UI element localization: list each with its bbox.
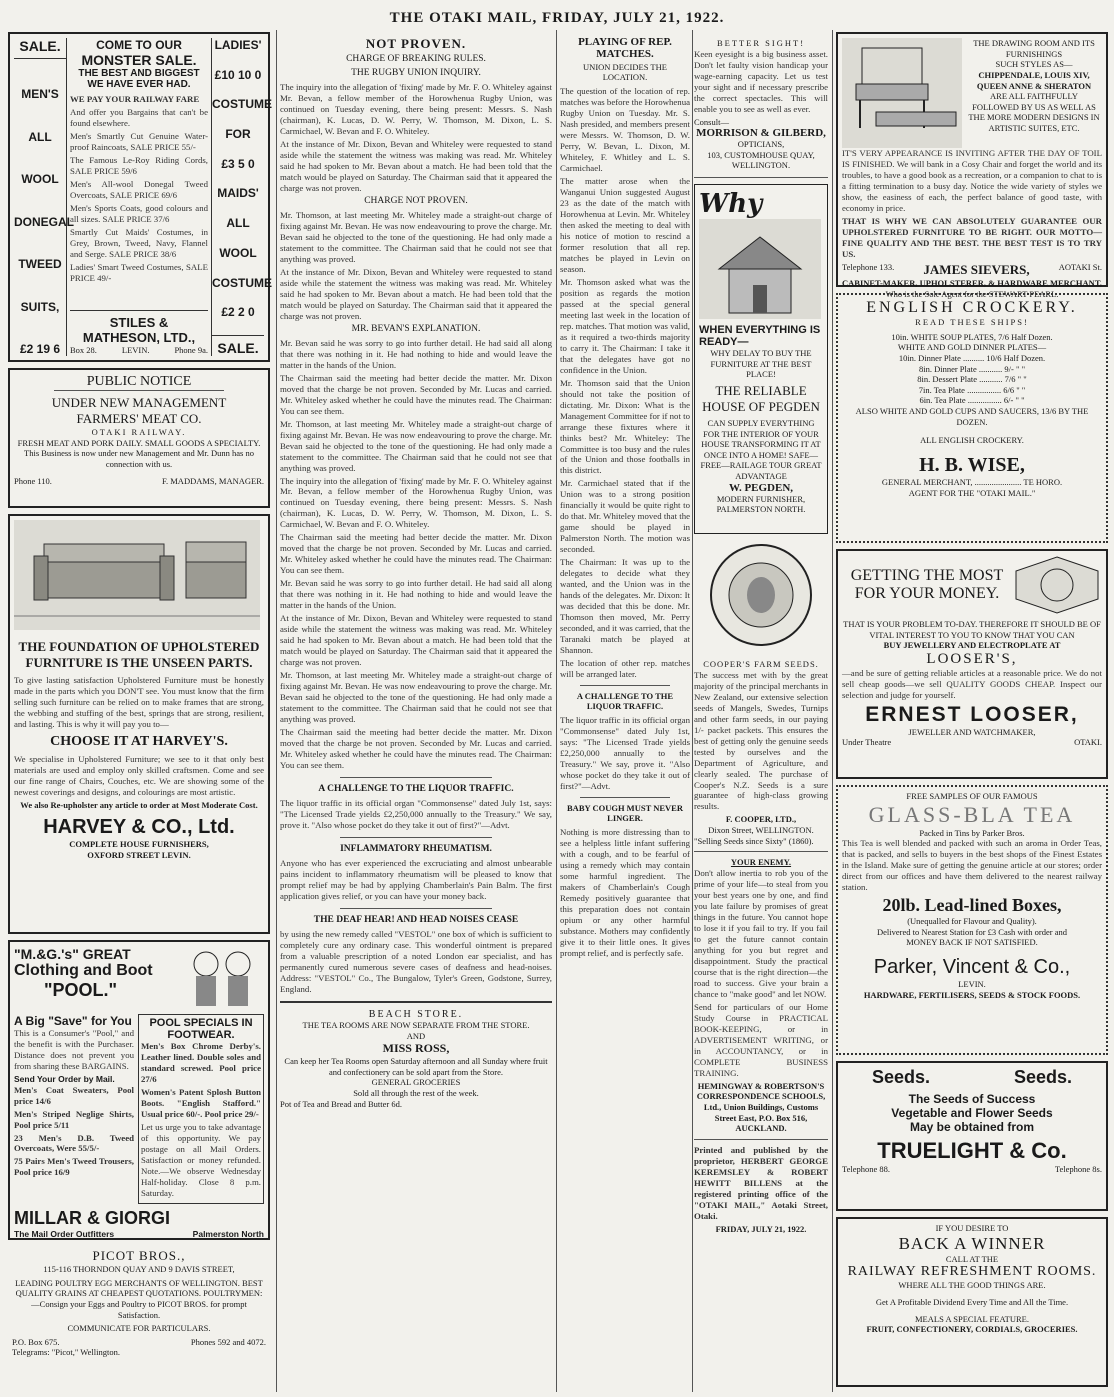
rep-subtitle: UNION DECIDES THE LOCATION. [583,62,667,82]
crockery-sub: READ THESE SHIPS! [915,317,1029,327]
public-notice-ad [8,368,270,508]
winner-6: Get A Profitable Dividend Every Time and All the Time. [875,1296,1069,1307]
parker-town: LEVIN. [958,979,986,990]
article-section-5: INFLAMMATORY RHEUMATISM. [340,844,492,855]
beach-groceries: GENERAL GROCERIES [371,1077,461,1088]
picot-phones: Phones 592 and 4072. [190,1336,266,1347]
tea-name: GLASS-BLA TEA [868,801,1076,827]
truelight-phone-right: Telephone 8s. [1054,1164,1102,1174]
sievers-ad [836,32,1108,299]
winner-2: BACK A WINNER [898,1233,1046,1253]
notice-line-2: FARMERS' MEAT CO. [76,411,202,426]
stiles-title-1: COME TO OUR [96,38,182,52]
sievers-head-2: SUCH STYLES AS— [995,59,1073,70]
article-section-6: THE DEAF HEAR! AND HEAD NOISES CEASE [313,914,519,925]
side-left-5: SUITS, [20,299,60,314]
rep-para-4: Mr. Thomson said that the Union should not take the position of dictating. Mr. Dixon: What is the Management Committee for if not to arrange these fixtures where it thinks best? Mr. Whiteley: The Committee is too busy and the rules of the Union and those footballs in this district. [560,377,690,476]
looser-desc: JEWELLER AND WATCHMAKER, [908,726,1036,737]
tea-head: FREE SAMPLES OF OUR FAMOUS [906,791,1038,801]
notice-line-5: This Business is now under new Management and Mr. Dunn has no connection with us. [24,448,254,469]
rep-para-3: Mr. Thomson asked what was the position as regards the motion passed at the special general meeting last week in the location of rep. matches. That motion was valid, as it required a two-thirds majority to carry it. The Chairman: I take it that the delegates have got no confidence in the Union. [560,276,690,375]
article-para-3: Mr. Thomson, at last meeting Mr. Whiteley made a straight-out charge of fixing against Mr. Bevan. He was now endeavouring to prove the charge. Mr. Bevan said he objected to the tone of the questioning. He had only made a statement to the committee. The Chairman said that he could not see that anything was proved. [280,209,552,264]
sievers-name: JAMES SIEVERS, [923,261,1030,277]
sale-label-left: SALE. [14,38,66,59]
wise-name: H. B. WISE, [919,453,1025,476]
crockery-item-0: 10in. WHITE SOUP PLATES, 7/6 Half Dozen. [891,331,1053,342]
stiles-line-1: And offer you Bargains that can't be found elsewhere. [70,106,208,128]
looser-body-2: —and be sure of getting reliable articles at a reasonable price. We do not sell cheap goods—we sell QUALITY GOODS CHEAP. Inspect our selection and judge for yourself. [842,667,1102,700]
looser-body: THAT IS YOUR PROBLEM TO-DAY. THEREFORE IT SHOULD BE OF VITAL INTEREST TO YOU TO KNOW THAT YOU CAN [843,619,1101,640]
crockery-item-3: 8in. Dinner Plate ........... 9/- " " [918,363,1026,374]
side-left-3: DONEGAL [14,214,74,229]
sievers-head-5: ARE ALL FAITHFULLY FOLLOWED BY US AS WELL AS THE MORE MODERN DESIGNS IN ARTISTIC SUITES, ETC. [968,91,1100,133]
stiles-title-3: THE BEST AND BIGGEST WE HAVE EVER HAD. [78,68,200,90]
harvey-reupholster: We also Re-upholster any article to order at Most Moderate Cost. [20,799,258,810]
wise-crockery-ad [836,293,1108,543]
stiles-title-2: MONSTER SALE. [81,52,197,68]
rep-title: PLAYING OF REP. MATCHES. [578,36,672,60]
beach-and: AND [406,1030,426,1041]
sievers-head-1: THE DRAWING ROOM AND ITS FURNISHINGS [973,38,1095,59]
crockery-all: ALL ENGLISH CROCKERY. [920,435,1024,446]
picot-address: 115-116 THORNDON QUAY AND 9 DAVIS STREET, [43,1264,235,1274]
sievers-guarantee: THAT IS WHY WE CAN ABSOLUTELY GUARANTEE OUR UPHOLSTERED FURNITURE TO BE RIGHT. OUR MOTTO—FINE QUALITY AND THE BEST. THE BEST TEST IS TO TRY US. [842,215,1102,259]
column-rule [276,30,277,1392]
crockery-item-4: 8in. Dessert Plate ........... 7/6 " " [917,374,1027,385]
winner-7: MEALS A SPECIAL FEATURE. [915,1313,1029,1324]
rep-para-1: The question of the location of rep. matches was before the Horowhenua Rugby Union on Tuesday. Mr. S. Nash presided, and members present were Messrs. W. Thomson, D. W. Perry, W. Bevan, L. Dixon, M. Whiteley, F. Whitley and L. S. Carmichael. [560,86,690,173]
harvey-ad [8,514,270,934]
sievers-agent: Who is the Sole Agent for the STEWART PEARL. [885,288,1059,299]
sievers-town: AOTAKI St. [1058,261,1102,272]
article-para-5h: The Chairman said the meeting had better decide the matter. Mr. Dixon moved that the charge be not proven. Seconded by Mr. Lucas and carried. Mr. Whiteley asked whether he could have the minutes read. The Chairman: You can see them. [280,727,552,771]
article-para-4: Mr. Bevan said he was sorry to go into further detail. He had said all along that there was nothing in it. He had nothing to hide and would leave the matter in the hands of the Union. [280,337,552,370]
stiles-line-7: Ladies' Smart Tweed Costumes, SALE PRICE 49/- [70,261,208,283]
side-right-5: MAIDS' [217,186,259,201]
harvey-headline: THE FOUNDATION OF UPHOLSTERED FURNITURE IS THE UNSEEN PARTS. [18,639,260,670]
notice-line-1: UNDER NEW MANAGEMENT [51,395,227,410]
mg-save-title: A Big "Save" for You [14,1014,132,1028]
crockery-item-7: ALSO WHITE AND GOLD CUPS AND SAUCERS, 13/6 BY THE DOZEN. [855,406,1089,427]
article-section-2: CHARGE NOT PROVEN. [364,195,468,206]
looser-under: Under Theatre [842,737,892,748]
rep-para-9: Nothing is more distressing than to see a helpless little infant suffering with a cough, and to be fearful of using a remedy which may contain some harmful ingredient. The makers of Chamberlain's Cough Remedy positively guarantee that this preparation does not contain opium or any other harmful substance. Mothers may confidently give it to their little ones. It gives prompt relief, and is perfectly safe. [560,827,690,958]
side-right-7: WOOL [219,245,257,260]
mg-headline-3: "POOL." [44,980,118,1000]
pegden-when: WHEN EVERYTHING IS READY— [699,324,821,349]
cooper-tag: "Selling Seeds since Sixty" (1860). [694,835,814,846]
notice-line-4: FRESH MEAT AND PORK DAILY. SMALL GOODS A SPECIALTY. [17,437,261,448]
cooper-title: COOPER'S FARM SEEDS. [703,659,819,670]
mg-save-text: This is a Consumer's "Pool," and the benefit is with the Purchaser. Distance does not prevent you from sharing these BARGAINS. [14,1028,134,1071]
tea-money: MONEY BACK IF NOT SATISFIED. [906,937,1038,948]
mg-item-0: Men's Coat Sweaters, Pool price 14/6 [14,1084,134,1106]
article-section-1: THE RUGBY UNION INQUIRY. [351,68,481,78]
side-left-0: MEN'S [21,87,59,102]
stiles-town: LEVIN. [121,345,150,356]
harvey-address: OXFORD STREET LEVIN. [87,850,191,861]
crockery-item-2: 10in. Dinner Plate .......... 10/6 Half Dozen. [898,352,1046,363]
harvey-choose: CHOOSE IT AT HARVEY'S. [50,733,228,749]
stiles-line-5: Men's Sports Coats, good colours and all sizes. SALE PRICE 37/6 [70,202,208,224]
pegden-sign: W. PEGDEN, [728,481,794,494]
beach-body2: Can keep her Tea Rooms open Saturday afternoon and all Sunday where fruit and confectionery can be sold apart from the Store. [284,1056,548,1077]
article-subtitle: CHARGE OF BREAKING RULES. [346,54,486,64]
sievers-phone: Telephone 133. [842,261,895,272]
tea-delivered: Delivered to Nearest Station for £3 Cash with order and [876,926,1068,937]
rep-para-7: The location of other rep. matches will be arranged later. [560,658,690,680]
rep-section-2: A CHALLENGE TO THE LIQUOR TRAFFIC. [576,691,674,712]
article-para-5d: The Chairman said the meeting had better decide the matter. Mr. Dixon moved that the charge be not proven. Seconded by Mr. Lucas and carried. Mr. Whiteley asked whether he could have the minutes read. The Chairman: You can see them. [280,532,552,576]
picot-pobox: P.O. Box 675. [12,1336,60,1347]
article-para-3b: At the instance of Mr. Dixon, Bevan and Whiteley were requested to stand aside while the statement the witness was making was read. Mr. Whiteley said he had spoken to Mr. Bevan about a match. He had been told that the match would be played on Saturday. The Chairman said that it appeared the charge was not proven. [280,266,552,321]
tea-body: This Tea is well blended and packed with such an aroma in Order Teas, that is packed, and sells to buyers in the best shops of the Finest Estates in the Island. Make sure of getting the genuine article at our stores; order direct from our offices and have them delivered to the nearest railway station. [842,838,1102,893]
pegden-why: Why [699,189,763,220]
sale-label-right: SALE. [212,335,264,356]
cooper-sign: F. COOPER, LTD., [725,814,797,825]
pegden-sign-2: MODERN FURNISHER, PALMERSTON NORTH. [716,493,806,515]
imprint-date: FRIDAY, JULY 21, 1922. [715,1223,807,1234]
morrison-name: MORRISON & GILBERD, [696,127,826,140]
pegden-body: CAN SUPPLY EVERYTHING FOR THE INTERIOR OF YOUR HOUSE TRANSFORMING IT AT ONCE INTO A HOME! SAFE—FREE—RAILAGE TOUR GREAT ADVANTAGE [700,417,822,482]
notice-phone: Phone 110. [14,475,52,486]
notice-title: PUBLIC NOTICE [54,374,224,391]
harvey-name: HARVEY & CO., Ltd. [43,816,235,839]
truelight-name: TRUELIGHT & Co. [877,1138,1067,1163]
stiles-matheson-ad [8,32,270,362]
seeds-emblem [694,540,828,655]
enemy-sign: HEMINGWAY & ROBERTSON'S CORRESPONDENCE SCHOOLS, Ltd., Union Buildings, Customs Street East, P.O. Box 516, AUCKLAND. [696,1080,826,1134]
harvey-desc: COMPLETE HOUSE FURNISHERS, [69,839,209,850]
cartoon-men-illustration [184,946,264,1010]
column-1 [8,32,270,1392]
rep-para-6: The Chairman: It was up to the delegates to decide what they wanted, and the Union was in the hands of the delegates. Mr. Dixon: It was decided that this be done. Mr. Thomson then moved, Mr. Perry seconded, and it was carried, that the Taranaki match be played at Shannon. [560,557,690,656]
seeds-line-1: The Seeds of Success [908,1092,1036,1106]
tea-sub: Packed in Tins by Parker Bros. [919,827,1025,838]
notice-sign: F. MADDAMS, MANAGER. [161,475,264,486]
seeds-of-success-emblem-icon [706,540,816,650]
side-right-8: COSTUME [212,275,272,290]
imprint: Printed and published by the proprietor, HERBERT GEORGE KEREMSLEY & ROBERT HEWITT BILLENS at the registered printing office of the "OTAKI MAIL," Aotaki Street, Otaki. [694,1144,828,1221]
crockery-title: ENGLISH CROCKERY. [866,299,1078,316]
harvey-body2: We specialise in Upholstered Furniture; we see to it that only best materials are used and employ only skilled craftsmen. Come and see our fine range of Chairs, Couches, etc. We are showing some of the newest coverings and designs, and colourings are most artistic. [14,753,264,797]
pegden-delay: WHY DELAY TO BUY THE FURNITURE AT THE BEST PLACE! [710,348,812,380]
article-para-8: by using the new remedy called "VESTOL" one box of which is sufficient to completely cure any ordinary case. This wonderful ointment is prepared from a valuable prescription of a noted London ear specialist, and has permanently cured numerous severe cases of deafness and head-noises. Address: "VESTOL" Co., The Bungalow, Tyler's Green, Godstone, Surrey, England. [280,928,552,994]
looser-at: LOOSER'S, [926,650,1018,667]
sievers-desc: CABINET-MAKER, UPHOLSTERER, & HARDWARE MERCHANT, [842,278,1102,289]
mg-item-1: Men's Striped Neglige Shirts, Pool price 5/11 [14,1108,134,1130]
morrison-line-4: WELLINGTON. [731,160,791,171]
cooper-body: The success met with by the great majority of the principal merchants in New Zealand, our extensive selection seeds of Mangels, Swedes, Turnips and other farm seeds, in our paying 1/- packet packets. This ensures the best of getting only the genuine seeds tested by ourselves and the Department of Agriculture, and clearly sealed. The purchase of Cooper's N.Z. Seeds is a sure guarantee of high-class growing results. [694,669,828,812]
beach-body: THE TEA ROOMS ARE NOW SEPARATE FROM THE STORE. [302,1019,530,1030]
seeds-title-right: Seeds. [1013,1067,1072,1087]
harvey-body: To give lasting satisfaction Upholstered Furniture must be honestly made in the parts which you DON'T see. You must know that the firm selling such furniture can be relied on to make frames that are strong, the webbing and stuffing of the best, springs that are strong, resilient, and lasting. This is why it will pay you to— [14,675,264,729]
article-section-3: MR. BEVAN'S EXPLANATION. [351,323,481,334]
seeds-title-left: Seeds. [872,1067,931,1087]
side-left-2: WOOL [21,172,59,187]
parker-desc: HARDWARE, FERTILISERS, SEEDS & STOCK FOODS. [863,989,1081,1000]
article-title: NOT PROVEN. [365,36,467,51]
beach-title: BEACH STORE. [368,1008,464,1020]
article-para-1: The inquiry into the allegation of 'fixing' made by Mr. F. O. Whiteley against Mr. Bevan, a fellow member of the Horowhenua Rugby Union, was continued on Tuesday evening, there being present: Messrs. S. Nash (chairman), K. Lucas, D. W. Perry, W. Thomson, M. Dixon, L. S. Carmichael, W. Bevan and F. O. Whiteley. [280,82,552,136]
parker-name: Parker, Vincent & Co., [873,956,1071,979]
masthead: THE OTAKI MAIL, FRIDAY, JULY 21, 1922. [389,10,725,26]
crockery-item-1: WHITE AND GOLD DINNER PLATES— [897,342,1047,353]
looser-head: GETTING THE MOST FOR YOUR MONEY. [850,567,1004,602]
article-para-5b: Mr. Thomson, at last meeting Mr. Whiteley made a straight-out charge of fixing against Mr. Bevan. He was now endeavouring to prove the charge. Mr. Bevan said he objected to the tone of the questioning. He had only made a statement to the committee. The Chairman said that he could not see that anything was proved. [280,418,552,473]
pegden-ad [694,184,828,534]
truelight-ad [836,1061,1108,1211]
side-right-9: £2 2 0 [221,305,255,320]
rep-para-5: Mr. Carmichael stated that if the Union was to a strong position financially it would be quite right to do that. Mr. Whiteley moved that the game should be played in Palmerston North. The motion was seconded. [560,478,690,555]
mg-pool-item-0: Men's Box Chrome Derby's. Leather lined. Double soles and standard screwed. Pool price 27/6 [141,1041,261,1084]
enemy-title: YOUR ENEMY. [730,857,792,868]
side-right-4: £3 5 0 [221,156,255,171]
rep-para-8: The liquor traffic in its official organ "Commonsense" dated July 1st, says: "The Licensed Trade yields £2,250,000 annually to the Treasury." We say, prove it. "Also whose pocket do they take it out of first?"—Advt. [560,715,690,792]
mg-name: MILLAR & GIORGI [14,1207,170,1228]
millar-giorgi-ad [8,940,270,1240]
sievers-body: IT'S VERY APPEARANCE IS INVITING AFTER THE DAY OF TOIL IS FINISHED. We will bank in a Cosy Chair and forget the world and its troubles, to have a good book as a recreation, or a companion to chat to is a fitting termination to a busy day. Notice the wide variety of styles we show, the easiness of each, the perfect balance of good taste, with economy in price. [842,148,1102,213]
side-right-2: COSTUME [212,97,272,112]
looser-ad [836,549,1108,779]
picot-communicate: COMMUNICATE FOR PARTICULARS. [67,1323,211,1334]
picot-telegrams: Telegrams: "Picot," Wellington. [12,1347,120,1358]
sight-consult: Consult— [694,116,729,127]
side-left-6: £2 19 6 [19,341,61,356]
stiles-phone: Phone 9a. [174,345,208,356]
seeds-line-2: Vegetable and Flower Seeds [891,1106,1053,1120]
mg-item-3: 75 Pairs Men's Tweed Trousers, Pool price 16/9 [14,1156,134,1178]
stiles-line-3: The Famous Le-Roy Riding Cords, SALE PRICE 59/6 [70,154,208,176]
enemy-body-2: Send for particulars of our Home Study Course in PRACTICAL BOOK-KEEPING, or in ADVERTISEMENT WRITING, or in ACCOUNTANCY, or in COMPLETE BUSINESS TRAINING. [694,1001,828,1078]
mg-item-2: 23 Men's D.B. Tweed Overcoats, Were 55/5/- [14,1132,134,1154]
tea-boxes: 20lb. Lead-lined Boxes, [882,895,1062,916]
picot-name: PICOT BROS., [92,1248,186,1263]
house-illustration [699,219,821,319]
article-para-5: The Chairman said the meeting had better decide the matter. Mr. Dixon moved that the charge be not proven. Seconded by Mr. Lucas and carried. Mr. Whiteley asked whether he could have the minutes read. The Chairman: You can see them. [280,372,552,416]
looser-buy: BUY JEWELLERY AND ELECTROPLATE AT [883,640,1061,651]
morrison-line-3: 103, CUSTOMHOUSE QUAY, [707,149,815,160]
column-3 [560,32,690,1392]
mg-pool-note: Let us urge you to take advantage of this opportunity. We pay postage on all Mail Orders. Satisfaction or money refunded. Note.—We observe Wednesday Half-holiday. Close 8 p.m. Saturday. [141,1121,261,1198]
stiles-line-4: Men's All-wool Donegal Tweed Overcoats, SALE PRICE 69/6 [70,178,208,200]
sievers-head-4: QUEEN ANNE & SHERATON [976,80,1092,91]
chair-illustration [842,38,962,148]
mg-pool-title: POOL SPECIALS IN FOOTWEAR. [149,1017,253,1041]
seeds-line-3: May be obtained from [909,1120,1034,1134]
pegden-name: THE RELIABLE HOUSE OF PEGDEN [702,382,820,414]
mg-send: Send Your Order by Mail. [14,1073,115,1084]
stiles-line-2: Men's Smartly Cut Genuine Water-proof Raincoats, SALE PRICE 55/- [70,130,208,152]
parker-vincent-ad [836,785,1108,1055]
rep-section-3: BABY COUGH MUST NEVER LINGER. [567,803,683,824]
looser-name: ERNEST LOOSER, [865,702,1079,726]
side-left-4: TWEED [18,257,62,272]
refreshment-rooms-ad [836,1217,1108,1387]
sight-title: BETTER SIGHT! [716,38,806,48]
truelight-phone-left: Telephone 88. [842,1164,891,1174]
article-para-5c: The inquiry into the allegation of 'fixing' made by Mr. F. O. Whiteley against Mr. Bevan, a fellow member of the Horowhenua Rugby Union, was continued on Tuesday evening, there being present: Messrs. S. Nash (chairman), K. Lucas, D. W. Perry, W. Thomson, M. Dixon, L. S. Carmichael, W. Bevan and F. O. Whiteley. [280,475,552,530]
stiles-name: STILES & MATHESON, LTD., [82,315,196,346]
furniture-illustration [14,520,260,630]
stiles-line-0: WE PAY YOUR RAILWAY FARE [70,94,200,104]
notice-line-3: OTAKI RAILWAY. [91,427,187,437]
stiles-line-6: Smartly Cut Maids' Costumes, in Grey, Brown, Tweed, Navy, Flannel and Serge. SALE PRICE 38/6 [70,226,208,259]
mg-town: Palmerston North [192,1228,264,1239]
morrison-line-2: OPTICIANS, [737,139,785,150]
watch-illustration [1012,555,1102,615]
rep-para-2: The matter arose when the Wanganui Union suggested August 23 as the date of the match with Horowhenua at Levin. Mr. Whiteley then asked the meeting to deal with his notice of motion to rescind a former resolution that all rep. matches be played in Levin on season. [560,175,690,274]
article-para-5e: Mr. Bevan said he was sorry to go into further detail. He had said all along that there was nothing in it. He had nothing to hide and would leave the matter in the hands of the Union. [280,578,552,611]
side-right-6: ALL [226,216,250,231]
looser-town: OTAKI. [1074,737,1102,748]
mg-tag: The Mail Order Outfitters [14,1228,115,1239]
tea-unsurpassed: (Unequalled for Flavour and Quality). [907,916,1037,927]
column-rule [556,30,557,1392]
winner-4: RAILWAY REFRESHMENT ROOMS. [847,1264,1097,1280]
cooper-sign-2: Dixon Street, WELLINGTON. [708,825,814,836]
side-right-3: FOR [225,127,251,142]
article-para-2: At the instance of Mr. Dixon, Bevan and Whiteley were requested to stand aside while the statement the witness was making was read. Mr. Whiteley said he had spoken to Mr. Bevan about a match. He had been told that the match would be played on Saturday. The Chairman said that it appeared the charge was not proven. [280,138,552,193]
wise-agent: AGENT FOR THE "OTAKI MAIL." [908,487,1036,498]
wise-desc: GENERAL MERCHANT, ...................... TE HORO. [881,476,1063,487]
picot-body: LEADING POULTRY EGG MERCHANTS OF WELLINGTON. BEST QUALITY GRAINS AT CHEAPEST QUOTATIONS. POULTRYMEN:—Consign your Eggs and Poultry to PICOT BROS. for prompt Satisfaction. [15,1277,263,1320]
beach-body3: Sold all through the rest of the week. [353,1088,479,1099]
side-right-1: £10 10 0 [214,67,262,82]
sight-body: Keen eyesight is a big business asset. Don't let faulty vision handicap your wage-earning capacity. Let us test your sight and if necessary prescribe the correct spectacles. This will enable you to see as well as ever. [694,48,828,114]
mg-headline-1: "M.&G.'s" GREAT [14,946,131,962]
enemy-body: Don't allow inertia to rob you of the prime of your life—to steal from you your best years one by one, and find you late failure by promises of great things in the future. You cannot hope to lose it if you fail to try. If you fail to get the future cannot contain anything for you but regret and disappointment. Study the practical course that is the right direction—the road to success. Give your brain a chance to "make good" and let NOW. [694,867,828,999]
winner-8: FRUIT, CONFECTIONERY, CORDIALS, GROCERIES. [866,1324,1078,1335]
mg-headline-2: Clothing and Boot [14,962,153,979]
winner-5: WHERE ALL THE GOOD THINGS ARE. [898,1280,1046,1291]
crockery-item-5: 7in. Tea Plate ................ 6/6 " " [918,384,1026,395]
article-section-4: A CHALLENGE TO THE LIQUOR TRAFFIC. [318,784,514,795]
mg-pool-item-1: Women's Patent Splosh Button Boots. "English Stafford." Usual price 60/-. Pool price 29/- [141,1086,261,1119]
article-para-5f: At the instance of Mr. Dixon, Bevan and Whiteley were requested to stand aside while the statement the witness was making was read. Mr. Whiteley said he had spoken to Mr. Bevan about a match. He had been told that the match would be played on Saturday. The Chairman said that it appeared the charge was not proven. [280,613,552,668]
column-rule [832,30,833,1392]
stiles-box: Box 28. [70,345,97,356]
article-para-6: The liquor traffic in its official organ "Commonsense" dated July 1st, says: "The Licensed Trade yields £2,250,000 annually to the Treasury." We say, prove it. "Also whose pocket do they take it out of first?"—Advt. [280,798,552,831]
sievers-head-3: CHIPPENDALE, LOUIS XIV, [978,69,1090,80]
picot-ad [8,1246,270,1370]
article-para-7: Anyone who has ever experienced the excruciating and almost unbearable pains incident to inflammatory rheumatism will be pleased to know that prompt relief may be had by applying Chamberlain's Pain Balm. The first application gives relief, or you can have your money back. [280,858,552,901]
winner-3: CALL AT THE [945,1253,999,1264]
column-5 [836,32,1108,1392]
beach-name: MISS ROSS, [382,1041,450,1056]
side-left-1: ALL [28,129,52,144]
crockery-item-6: 6in. Tea Plate ................ 6/- " " [919,395,1025,406]
beach-footer: Pot of Tea and Bread and Butter 6d. [280,1098,402,1109]
column-4 [694,32,828,1392]
article-para-5g: Mr. Thomson, at last meeting Mr. Whiteley made a straight-out charge of fixing against Mr. Bevan. He was now endeavouring to prove the charge. Mr. Bevan said he objected to the tone of the questioning. He had only made a statement to the committee. The Chairman said that he could not see that anything was proved. [280,670,552,725]
column-rule [692,30,693,1392]
winner-1: IF YOU DESIRE TO [935,1223,1009,1233]
column-2 [280,32,552,1392]
side-right-0: LADIES' [214,38,262,52]
